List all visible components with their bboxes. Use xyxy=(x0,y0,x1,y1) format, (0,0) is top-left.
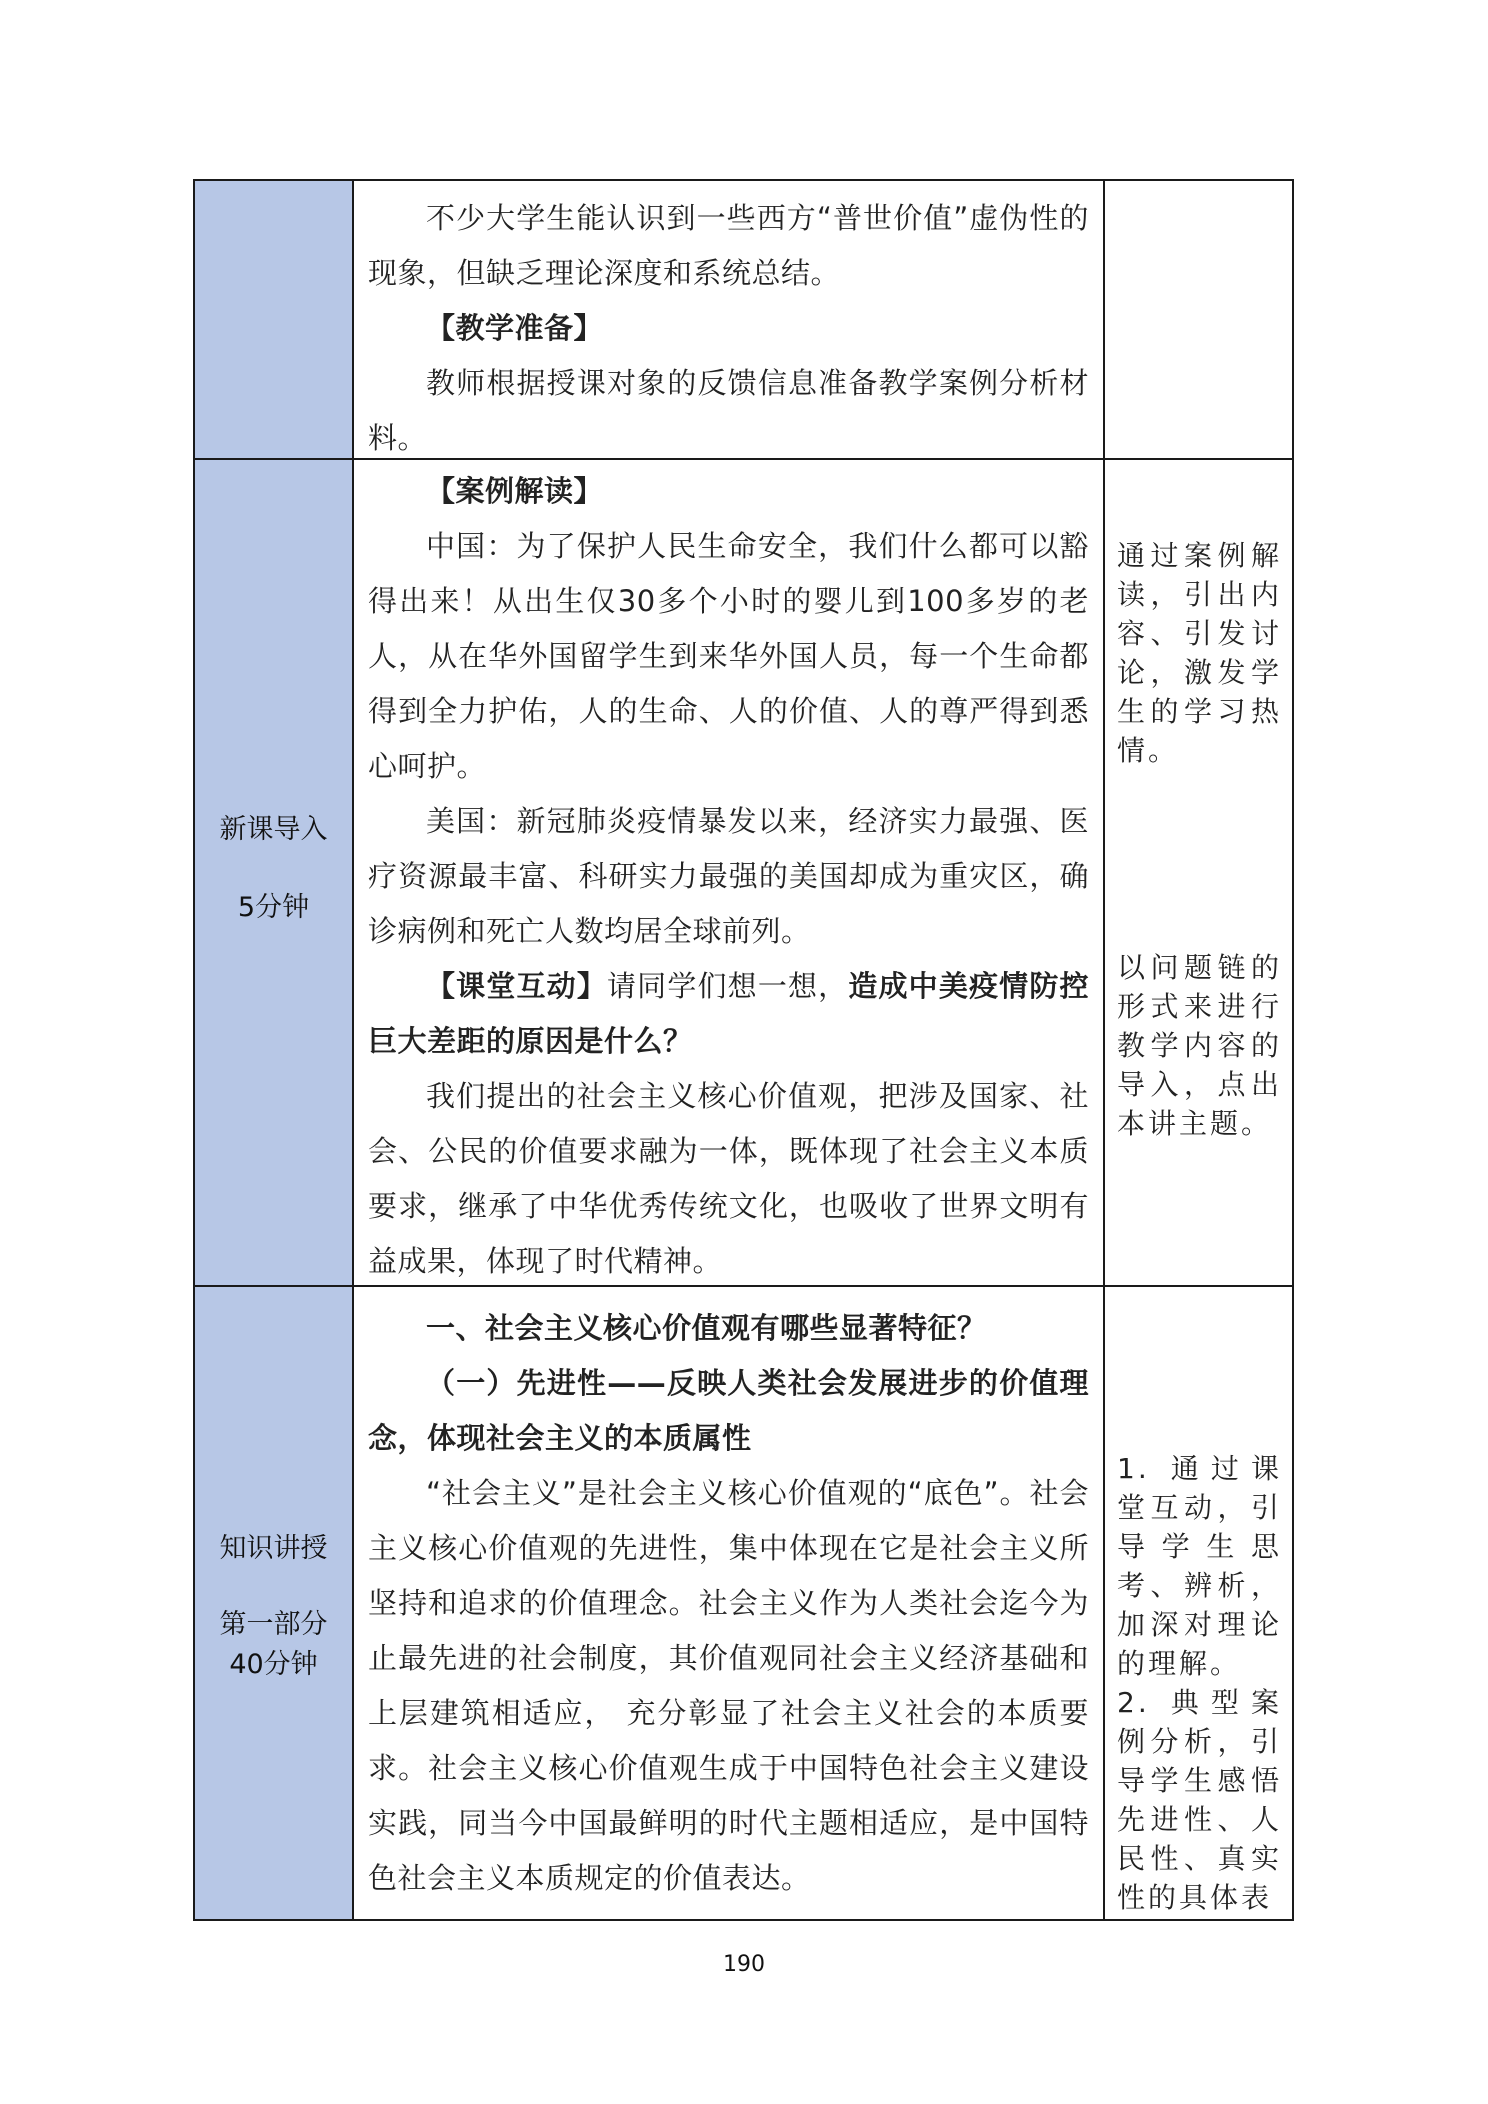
teaching-note: 1. 通过课堂互动，引导学生思考、辨析，加深对理论的理解。 xyxy=(1117,1452,1282,1680)
paragraph: 不少大学生能认识到一些西方“普世价值”虚伪性的现象，但缺乏理论深度和系统总结。 xyxy=(368,201,1089,290)
section-heading: 【教学准备】 xyxy=(426,311,604,345)
stage-duration: 40分钟 xyxy=(229,1649,318,1680)
content-cell xyxy=(354,1287,1105,1919)
paragraph: 美国：新冠肺炎疫情暴发以来，经济实力最强、医疗资源最丰富、科研实力最强的美国却成为重灾区，确诊病例和死亡人数均居全球前列。 xyxy=(368,804,1089,948)
paragraph: “社会主义”是社会主义核心价值观的“底色”。社会主义核心价值观的先进性，集中体现在它是社会主义所坚持和追求的价值理念。社会主义作为人类社会迄今为止最先进的社会制度，其价值观同社会主义经济基础和上层建筑相适应， 充分彰显了社会主义社会的本质要求。社会主义核心价值观生成于中国特色社会主义建设实践，同当今中国最鲜明的时代主题相适应，是中国特色社会主义本质规定的价值表达。 xyxy=(368,1476,1089,1895)
notes-cell xyxy=(1105,1287,1292,1919)
content-cell xyxy=(354,181,1105,458)
table-row xyxy=(195,181,1292,460)
paragraph: 我们提出的社会主义核心价值观，把涉及国家、社会、公民的价值要求融为一体，既体现了社会主义本质要求，继承了中华优秀传统文化，也吸收了世界文明有益成果，体现了时代精神。 xyxy=(368,1079,1089,1278)
stage-duration: 5分钟 xyxy=(237,892,310,923)
stage-cell xyxy=(195,1287,354,1919)
section-heading: 【案例解读】 xyxy=(426,474,604,508)
lesson-plan-table xyxy=(193,179,1294,1921)
paragraph: 教师根据授课对象的反馈信息准备教学案例分析材料。 xyxy=(368,366,1089,455)
notes-cell xyxy=(1105,181,1292,458)
teaching-note: 通过案例解读，引出内容、引发讨论，激发学生的学习热情。 xyxy=(1117,539,1282,767)
stage-part: 第一部分 xyxy=(219,1609,328,1640)
stage-label: 新课导入 xyxy=(219,814,328,845)
section-heading: 一、社会主义核心价值观有哪些显著特征？ xyxy=(426,1311,987,1345)
teaching-note: 以问题链的形式来进行教学内容的导入，点出本讲主题。 xyxy=(1117,951,1282,1140)
paragraph xyxy=(368,959,1089,1069)
table-row xyxy=(195,460,1292,1287)
paragraph: 中国：为了保护人民生命安全，我们什么都可以豁得出来！从出生仅30多个小时的婴儿到100多岁的老人，从在华外国留学生到来华外国人员，每一个生命都得到全力护佑，人的生命、人的价值、人的尊严得到悉心呵护。 xyxy=(368,529,1089,783)
content-cell xyxy=(354,460,1105,1285)
interaction-question: 造成中美疫情防控巨大差距的原因是什么？ xyxy=(368,969,1089,1058)
interaction-prompt: 请同学们想一想， xyxy=(607,969,849,1003)
teaching-note: 2. 典型案例分析，引导学生感悟先进性、人民性、真实性的具体表 xyxy=(1117,1686,1282,1914)
stage-label: 知识讲授 xyxy=(219,1533,328,1564)
table-row xyxy=(195,1287,1292,1919)
interaction-label: 【课堂互动】 xyxy=(426,969,607,1003)
stage-cell xyxy=(195,181,354,458)
stage-cell xyxy=(195,460,354,1285)
page-number: 190 xyxy=(723,1952,765,1977)
subsection-heading: （一）先进性——反映人类社会发展进步的价值理念，体现社会主义的本质属性 xyxy=(368,1366,1089,1455)
notes-cell xyxy=(1105,460,1292,1285)
